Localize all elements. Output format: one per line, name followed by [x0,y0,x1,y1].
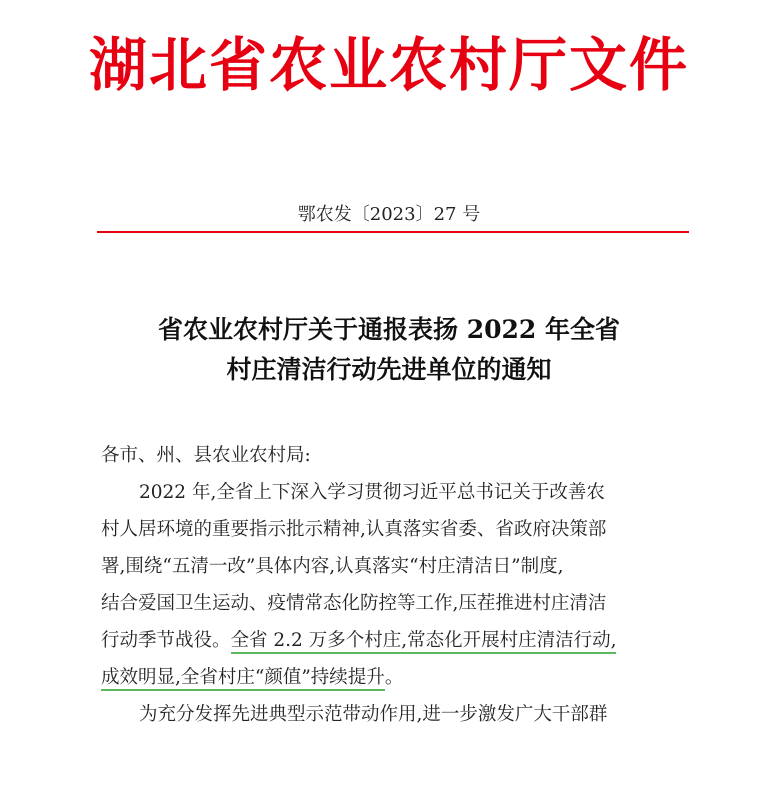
notice-title-line-1: 省农业农村厅关于通报表扬 2022 年全省 [158,315,620,344]
paragraph-1-line-5 [101,622,691,659]
document-number: 鄂农发〔2023〕27 号 [297,204,481,225]
paragraph-1-line-2: 村人居环境的重要指示批示精神,认真落实省委、省政府决策部 [101,519,607,540]
paragraph-1-line-4: 结合爱国卫生运动、疫情常态化防控等工作,压茬推进村庄清洁 [101,593,607,614]
document-body [101,437,691,733]
paragraph-1-line-3: 署,围绕“五清一改”具体内容,认真落实“村庄清洁日”制度, [101,556,564,577]
issuer-header-title: 湖北省农业农村厅文件 [88,31,689,99]
salutation: 各市、州、县农业农村局: [101,445,311,466]
red-divider-line [97,231,689,233]
paragraph-1-line-5-text: 行动季节战役。 [101,630,231,651]
highlighted-text-2: 成效明显,全省村庄“颜值”持续提升 [101,667,385,688]
paragraph-1-line-6-end: 。 [384,667,404,688]
notice-title-line-2: 村庄清洁行动先进单位的通知 [226,355,552,384]
highlighted-text-1: 全省 2.2 万多个村庄,常态化开展村庄清洁行动, [230,630,617,651]
paragraph-1-line-1: 2022 年,全省上下深入学习贯彻习近平总书记关于改善农 [139,482,605,503]
notice-title [0,310,778,390]
paragraph-2-line-1: 为充分发挥先进典型示范带动作用,进一步激发广大干部群 [139,704,608,725]
paragraph-1-line-6 [101,659,691,696]
